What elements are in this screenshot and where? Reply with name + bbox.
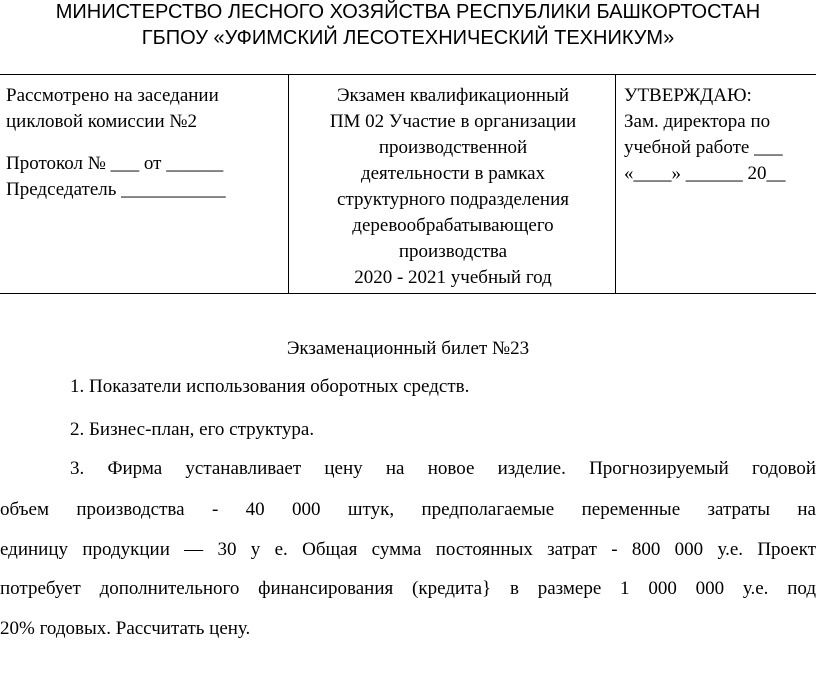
exam-info-cell xyxy=(291,83,615,291)
ministry-header: МИНИСТЕРСТВО ЛЕСНОГО ХОЗЯЙСТВА РЕСПУБЛИКИ БАШКОРТОСТАН xyxy=(55,1,761,23)
table-divider-right xyxy=(615,74,616,293)
academic-year-line: 2020 - 2021 учебный год xyxy=(354,267,552,288)
ticket-title: Экзаменационный билет №23 xyxy=(286,338,530,359)
college-header: ГБПОУ «УФИМСКИЙ ЛЕСОТЕХНИЧЕСКИЙ ТЕХНИКУМ» xyxy=(141,27,675,49)
question-1: 1. Показатели использования оборотных средств. xyxy=(70,376,470,397)
table-top-border xyxy=(0,74,816,75)
exam-line: деятельности в рамках xyxy=(360,163,546,184)
commission-line: цикловой комиссии №2 xyxy=(6,111,197,132)
protocol-line: Протокол № ___ от ______ xyxy=(6,153,224,174)
approver-title-line: Зам. директора по xyxy=(624,111,771,132)
question-3-line: единицу продукции — 30 у е. Общая сумма постоянных затрат - 800 000 у.е. Проект xyxy=(0,539,816,560)
table-bottom-border xyxy=(0,293,816,294)
question-2: 2. Бизнес-план, его структура. xyxy=(70,419,315,440)
question-3-line: 20% годовых. Рассчитать цену. xyxy=(0,618,251,639)
exam-line: производства xyxy=(398,241,508,262)
approval-cell xyxy=(624,83,786,187)
approver-title-line: учебной работе ___ xyxy=(624,137,783,158)
chairman-line: Председатель ___________ xyxy=(6,179,226,200)
approve-heading: УТВЕРЖДАЮ: xyxy=(624,85,752,106)
exam-line: деревообрабатывающего xyxy=(352,215,554,236)
protocol-cell xyxy=(6,151,226,203)
exam-line: структурного подразделения xyxy=(337,189,569,210)
question-3-line: 3. Фирма устанавливает цену на новое изделие. Прогнозируемый годовой xyxy=(70,458,816,479)
exam-line: Экзамен квалификационный xyxy=(337,85,569,106)
table-divider-left xyxy=(288,74,289,293)
review-line: Рассмотрено на заседании xyxy=(6,85,219,106)
approval-date-line: «____» ______ 20__ xyxy=(624,163,786,184)
commission-review-cell xyxy=(6,83,219,135)
question-3-line: потребует дополнительного финансирования (кредита} в размере 1 000 000 у.е. под xyxy=(0,578,816,599)
exam-line: ПМ 02 Участие в организации xyxy=(329,111,577,132)
question-3-line: объем производства - 40 000 штук, предполагаемые переменные затраты на xyxy=(0,499,816,520)
exam-line: производственной xyxy=(378,137,528,158)
